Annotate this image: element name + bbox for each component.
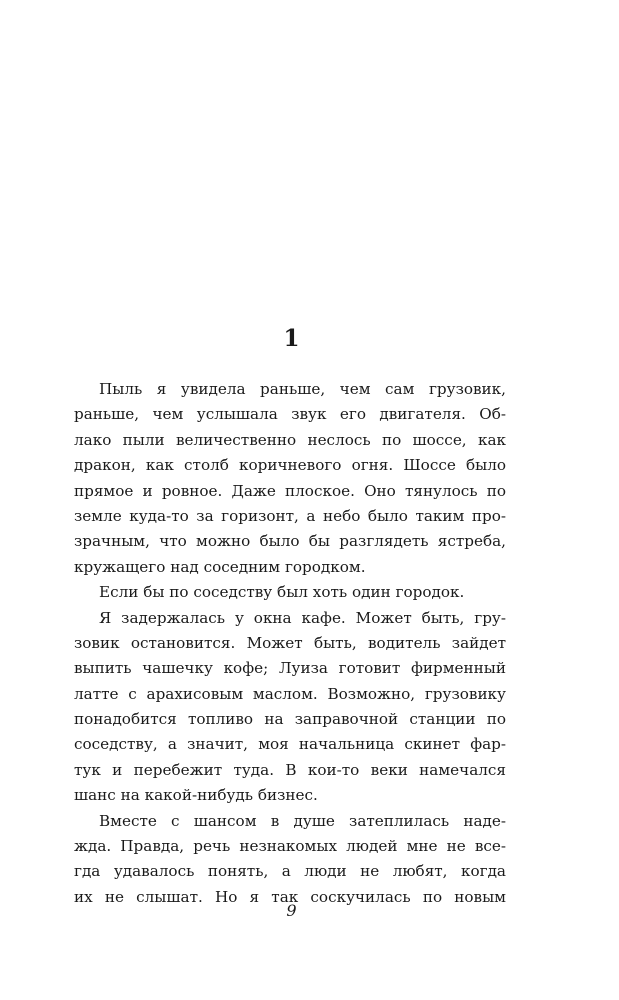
text-line: гда удавалось понять, а люди не любят, когда xyxy=(74,862,506,881)
text-line: тук и перебежит туда. В кои-то веки намечался xyxy=(74,760,506,779)
text-line: Вместе с шансом в душе затеплилась наде- xyxy=(99,811,506,830)
page-number: 9 xyxy=(286,901,297,920)
text-line: Пыль я увидела раньше, чем сам грузовик, xyxy=(99,380,506,398)
paragraph xyxy=(74,809,506,911)
text-line: кружащего над соседним городком. xyxy=(74,557,366,576)
paragraph xyxy=(74,377,506,580)
chapter-number: 1 xyxy=(283,325,300,352)
text-line: Я задержалась у окна кафе. Может быть, гру- xyxy=(99,608,506,627)
paragraph xyxy=(74,606,506,809)
chapter-body-text xyxy=(74,377,506,910)
text-line: раньше, чем услышала звук его двигателя. Об- xyxy=(74,405,506,424)
text-line: их не слышат. Но я так соскучилась по новым xyxy=(74,887,506,906)
text-line: зовик остановится. Может быть, водитель зайдет xyxy=(74,633,506,652)
text-line: земле куда-то за горизонт, а небо было таким про- xyxy=(74,506,506,525)
text-line: зрачным, что можно было бы разглядеть ястреба, xyxy=(74,532,506,551)
text-line: выпить чашечку кофе; Луиза готовит фирменный xyxy=(74,659,506,678)
text-line: латте с арахисовым маслом. Возможно, грузовику xyxy=(74,684,506,703)
text-line: Если бы по соседству был хоть один городок. xyxy=(99,583,465,602)
paragraph xyxy=(74,580,506,605)
text-line: понадобится топливо на заправочной станции по xyxy=(74,710,506,729)
text-line: дракон, как столб коричневого огня. Шоссе было xyxy=(74,456,506,475)
text-line: лако пыли величественно неслось по шоссе, как xyxy=(74,430,506,449)
text-line: жда. Правда, речь незнакомых людей мне не все- xyxy=(74,837,506,856)
text-line: прямое и ровное. Даже плоское. Оно тянулось по xyxy=(74,481,506,500)
text-line: шанс на какой-нибудь бизнес. xyxy=(74,786,318,805)
text-line: соседству, а значит, моя начальница скинет фар- xyxy=(74,735,506,754)
